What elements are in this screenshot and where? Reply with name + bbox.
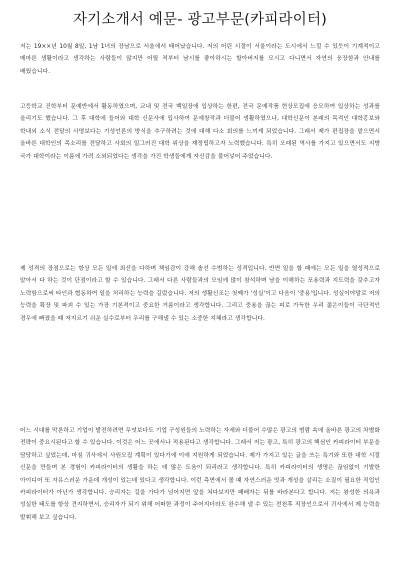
paragraph-motivation: 어느 시대를 막론하고 기업이 발전하려면 무엇보다도 기업 구성원들의 노력하는 자세와 더불어 수많은 광고의 범람 속에 올바른 광고의 차별화 전략이 중요시된다고 할 수 있습니다. 이것은 어느 곳에서나 적용된다고 생각합니다. 그래서 저는 광고, 특히 광고의 핵심인 카피라이터 부문을 담당하고 싶었는데, 마침 귀사에서 사원모집 계획이 있다기에 이에 지원하게 되었습니다. 제가 가지고 있는 글을 쓰는 특기와 또한 대학 시절 신문을 만들며 본 경험이 카피라이터의 생활을 하는 데 많은 도움이 되리라고 생각합니다. 특히 카피라이터의 생명은 끊임없이 기발한 아이디어 또 자유스러운 가운데 개성이 있는데 있다고 생각합니다. 이런 측면에서 볼 때 자연스러운 멋과 개성을 살리는 소질이 필요한 직업인 카피라이터가 아닌가 생각합니다. 승리자는 길을 가다가 넘어지면 앞을 쳐다보지만 패배자는 뒤를 바라본다고 합니다. 저는 왕성한 의욕과 성실한 태도를 항상 견지하면서, 승리자가 되기 위해 어떠한 과정이 주어지더라도 완수해 낼 수 있는 전천후 직장인으로서 귀사에서 제 능력을 발휘해 보고 싶습니다. xyxy=(20,428,380,521)
paragraph-spacer xyxy=(20,413,380,425)
document-title: 자기소개서 예문- 광고부문(카피라이터) xyxy=(72,12,328,28)
paragraph-spacer xyxy=(20,251,380,263)
paragraph-introduction: 저는 19××년 10월 8일, 1남 1녀의 장남으로 서울에서 태어났습니다. 저의 어린 시절이 서울이라는 도시에서 느낄 수 있듯이 기계적이고 메마른 생활이라고 생각하는 사람들이 많지만 어릴 적부터 남시를 좋아하시는 할아버지를 모시고 다니면서 자연의 웅장함과 안내를 배웠습니다. xyxy=(20,44,380,75)
paragraph-education: 고등학교 진학부터 문예반에서 활동하였으며, 교내 및 전국 백일장에 입상하는 한편, 전국 문예작품 현상모집에 응모하여 입상하는 성과를 올리기도 했습니다. 그 후 대학에 들어와 대학 신문사에 입사하여 문예창작과 더불어 생활하였으나, 대학신문이 본래의 목적인 대학홍보와 학내외 소식 전달의 사명보다는 기성언론의 방식을 추구하려는 것에 대해 다소 회의를 느끼게 되었습니다. 그래서 제가 편집장을 맡으면서 올바른 대학인의 목소리를 전달하고 사회의 일그러진 대학 위상을 재정립하고자 노력했습니다. 특히 오래된 역사를 가지고 있으면서도 지방 국가 대학이라는 이름에 가려 소외되었다는 생각을 가진 학생들에게 자신감을 불어넣어 주었습니다. xyxy=(20,104,380,160)
paragraph-spacer xyxy=(20,91,380,101)
paragraph-personality: 제 성격의 장점으로는 항상 모든 일에 최선을 다하며 책임감이 강해 솔선 수범하는 성격입니다. 반면 일을 할 때에는 모든 일을 열성적으로 맡아서 다 하는 것이 단점이라고 할 수 있습니다. 그래서 다른 사람들과의 모임에 많이 참석하며 남을 이해하는 포용력과 지도력을 갖추고자 노력함으로써 타인과 협동하여 일을 처리하는 능력을 길렀습니다. 저의 생활신조는 첫째가 '성실'이고 다음이 '중용'입니다. 성실이야말로 저의 능력을 확장 및 파괴 수 있는 가장 기본적이고 중요한 거름이라고 생각합니다. 그리고 중용을 끊는 피로 가득한 우리 젊은이들이 극단적인 경우에 빠졌을 때 저지르기 쉬운 실수로부터 우리를 구해낼 수 있는 소중한 지혜라고 생각합니다. xyxy=(20,266,380,322)
